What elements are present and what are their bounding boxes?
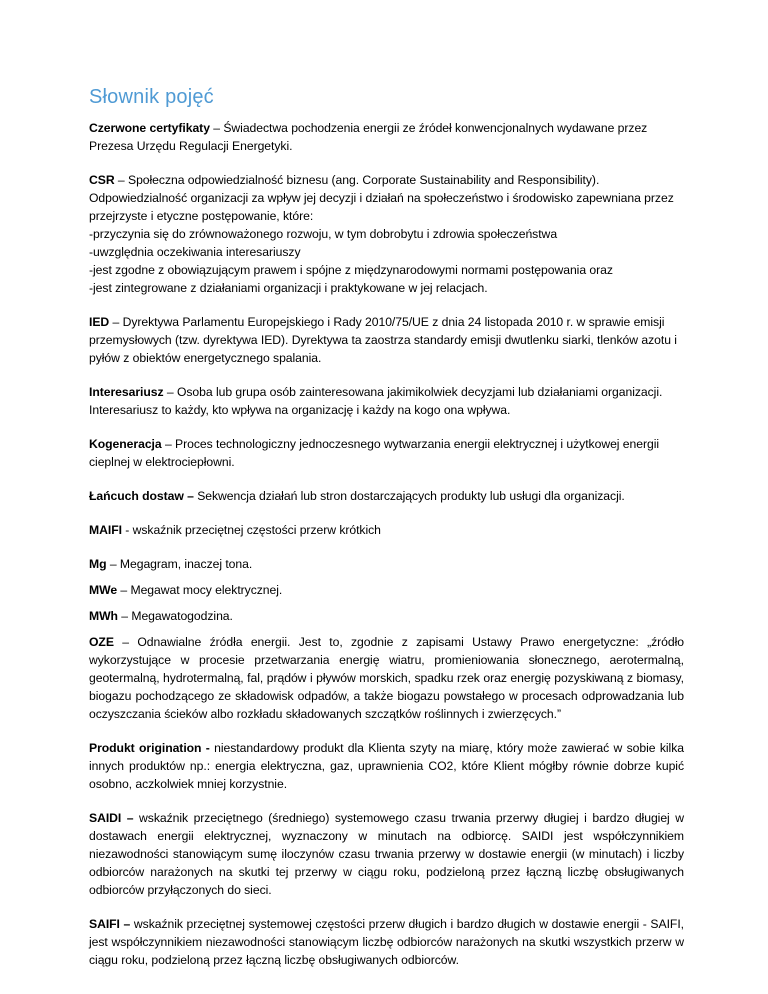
entry-definition: – Społeczna odpowiedzialność biznesu (ang. Corporate Sustainability and Responsibility). Odpowiedzialność organizacji za wpływ jej decyzji i działań na społeczeństwo i środowisko zapewniana przez przejrzyste i etyczne postępowanie, które:	[89, 173, 674, 223]
entry-term: Produkt origination -	[89, 741, 210, 755]
entry-ied	[89, 313, 684, 367]
entry-term: MWh	[89, 609, 118, 623]
entry-term: IED	[89, 315, 110, 329]
entry-term: MAIFI	[89, 523, 122, 537]
entry-produkt-origination	[89, 739, 684, 793]
entry-point: -jest zgodne z obowiązującym prawem i spójne z międzynarodowymi normami postępowania oraz	[89, 263, 613, 277]
entry-term: MWe	[89, 583, 118, 597]
entry-mg	[89, 555, 684, 573]
entry-term: OZE	[89, 635, 114, 649]
entry-csr	[89, 171, 684, 297]
page-title: Słownik pojęć	[89, 86, 214, 108]
entry-definition: wskaźnik przeciętnej systemowej częstości przerw długich i bardzo długich w dostawie energii - SAIFI, jest współczynnikiem niezawodności stanowiącym liczbę odbiorców narażonych na skutki wszystkich przerw w ciągu roku, podzieloną przez łączną liczbę obsługiwanych odbiorców.	[89, 917, 684, 967]
entry-definition: - wskaźnik przeciętnej częstości przerw krótkich	[121, 523, 381, 537]
entry-lancuch-dostaw	[89, 487, 684, 505]
entry-saifi	[89, 915, 684, 969]
entry-term: SAIFI –	[89, 917, 131, 931]
entry-definition: – Odnawialne źródła energii. Jest to, zgodnie z zapisami Ustawy Prawo energetyczne: „źródło wykorzystujące w procesie przetwarzania energię wiatru, promieniowania słonecznego, aerotermalną, geotermalną, hydrotermalną, fal, prądów i pływów morskich, spadku rzek oraz energię pozyskiwaną z biomasy, biogazu pochodzącego ze składowisk odpadów, a także biogazu powstałego w procesach odprowadzania lub oczyszczania ścieków albo rozkładu składowanych szczątków roślinnych i zwierzęcych.”	[89, 635, 684, 721]
entry-definition: – Świadectwa pochodzenia energii ze źródeł konwencjonalnych wydawane przez Prezesa Urzędu Regulacji Energetyki.	[89, 121, 648, 153]
entry-point: -jest zintegrowane z działaniami organizacji i praktykowane w jej relacjach.	[89, 281, 488, 295]
entry-maifi	[89, 521, 684, 539]
entry-term: Interesariusz	[89, 385, 164, 399]
entry-term: Łańcuch dostaw –	[89, 489, 194, 503]
entry-term: CSR	[89, 173, 115, 187]
entry-term: Mg	[89, 557, 107, 571]
document-page	[89, 84, 684, 985]
entry-definition: – Osoba lub grupa osób zainteresowana jakimikolwiek decyzjami lub działaniami organizacji. Interesariusz to każdy, kto wpływa na organizację i każdy na kogo ona wpływa.	[89, 385, 663, 417]
entry-definition: – Megawatogodzina.	[117, 609, 233, 623]
entry-oze	[89, 633, 684, 723]
entry-definition: – Proces technologiczny jednoczesnego wytwarzania energii elektrycznej i użytkowej energii cieplnej w elektrociepłowni.	[89, 437, 660, 469]
entry-mwe	[89, 581, 684, 599]
entry-kogeneracja	[89, 435, 684, 471]
entry-term: Kogeneracja	[89, 437, 162, 451]
entry-interesariusz	[89, 383, 684, 419]
entry-definition: – Dyrektywa Parlamentu Europejskiego i Rady 2010/75/UE z dnia 24 listopada 2010 r. w sprawie emisji przemysłowych (tzw. dyrektywa IED). Dyrektywa ta zaostrza standardy emisji dwutlenku siarki, tlenków azotu i pyłów z obiektów energetycznego spalania.	[89, 315, 677, 365]
entry-definition: Sekwencja działań lub stron dostarczających produkty lub usługi dla organizacji.	[193, 489, 625, 503]
entry-czerwone-certyfikaty	[89, 119, 684, 155]
entry-saidi	[89, 809, 684, 899]
entry-term: Czerwone certyfikaty	[89, 121, 210, 135]
entry-definition: – Megawat mocy elektrycznej.	[117, 583, 283, 597]
entry-term: SAIDI –	[89, 811, 134, 825]
entry-definition: – Megagram, inaczej tona.	[106, 557, 253, 571]
entry-definition: wskaźnik przeciętnego (średniego) systemowego czasu trwania przerwy długiej i bardzo długiej w dostawach energii elektrycznej, wyznaczony w minutach na odbiorcę. SAIDI jest współczynnikiem niezawodności stanowiącym sumę iloczynów czasu trwania przerwy w dostawie energii (w minutach) i liczby odbiorców narażonych na skutki tej przerwy w ciągu roku, podzieloną przez łączną liczbę obsługiwanych odbiorców przyłączonych do sieci.	[89, 811, 684, 897]
entry-point: -przyczynia się do zrównoważonego rozwoju, w tym dobrobytu i zdrowia społeczeństwa	[89, 227, 558, 241]
entry-mwh	[89, 607, 684, 625]
entry-definition: niestandardowy produkt dla Klienta szyty na miarę, który może zawierać w sobie kilka innych produktów np.: energia elektryczna, gaz, uprawnienia CO2, które Klient mógłby równie dobrze kupić osobno, aczkolwiek mniej korzystnie.	[89, 741, 684, 791]
entry-point: -uwzględnia oczekiwania interesariuszy	[89, 245, 301, 259]
